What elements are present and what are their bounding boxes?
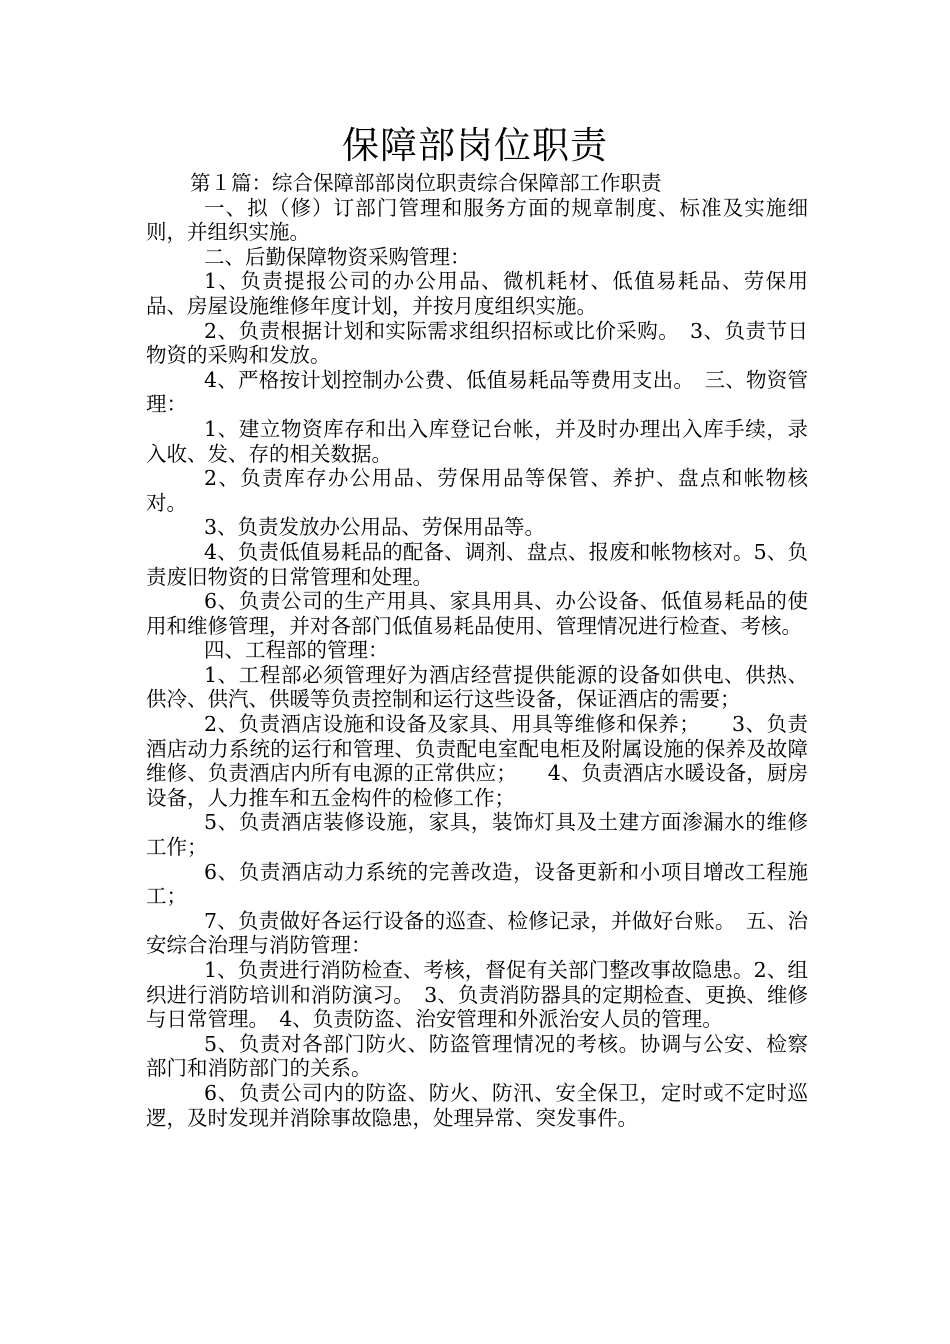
paragraph: 5、负责对各部门防火、防盗管理情况的考核。协调与公安、检察部门和消防部门的关系。 — [146, 1031, 808, 1081]
paragraph: 3、负责发放办公用品、劳保用品等。 — [204, 515, 546, 540]
paragraph: 5、负责酒店装修设施，家具，装饰灯具及土建方面渗漏水的维修工作； — [146, 810, 808, 860]
paragraph: 四、工程部的管理： — [204, 638, 389, 663]
paragraph: 6、负责公司的生产用具、家具用具、办公设备、低值易耗品的使用和维修管理，并对各部门低值易耗品使用、管理情况进行检查、考核。 — [146, 589, 808, 638]
paragraph: 4、严格按计划控制办公费、低值易耗品等费用支出。 三、物资管理： — [146, 367, 808, 417]
paragraph: 2、负责库存办公用品、劳保用品等保管、养护、盘点和帐物核对。 — [146, 466, 808, 515]
paragraph: 2、负责酒店设施和设备及家具、用具等维修和保养； 3、负责酒店动力系统的运行和管理、负责配电室配电柜及附属设施的保养及故障维修、负责酒店内所有电源的正常供应； 4、负责酒店水暖设备，厨房设备，人力推车和五金构件的检修工作； — [146, 712, 808, 810]
document-body — [146, 171, 808, 1130]
paragraph: 1、负责提报公司的办公用品、微机耗材、低值易耗品、劳保用品、房屋设施维修年度计划，并按月度组织实施。 — [146, 269, 808, 318]
paragraph: 1、工程部必须管理好为酒店经营提供能源的设备如供电、供热、供冷、供汽、供暖等负责控制和运行这些设备，保证酒店的需要； — [146, 662, 808, 712]
paragraph: 1、建立物资库存和出入库登记台帐，并及时办理出入库手续，录入收、发、存的相关数据。 — [146, 416, 808, 466]
document-title: 保障部岗位职责 — [342, 124, 608, 167]
paragraph: 7、负责做好各运行设备的巡查、检修记录，并做好台账。 五、治安综合治理与消防管理： — [146, 908, 808, 958]
paragraph: 二、后勤保障物资采购管理： — [204, 244, 471, 269]
paragraph: 2、负责根据计划和实际需求组织招标或比价采购。 3、负责节日物资的采购和发放。 — [146, 318, 808, 368]
paragraph: 第１篇：综合保障部部岗位职责综合保障部工作职责 — [190, 171, 662, 195]
paragraph: 4、负责低值易耗品的配备、调剂、盘点、报废和帐物核对。5、负责废旧物资的日常管理和处理。 — [146, 539, 808, 589]
paragraph: 6、负责酒店动力系统的完善改造，设备更新和小项目增改工程施工； — [146, 859, 808, 909]
paragraph: 一、拟（修）订部门管理和服务方面的规章制度、标准及实施细则，并组织实施。 — [146, 195, 808, 245]
paragraph: 6、负责公司内的防盗、防火、防汛、安全保卫，定时或不定时巡逻，及时发现并消除事故隐患，处理异常、突发事件。 — [146, 1080, 808, 1130]
paragraph: 1、负责进行消防检查、考核，督促有关部门整改事故隐患。2、组织进行消防培训和消防演习。 3、负责消防器具的定期检查、更换、维修与日常管理。 4、负责防盗、治安管理和外派治安人员的管理。 — [146, 958, 808, 1032]
